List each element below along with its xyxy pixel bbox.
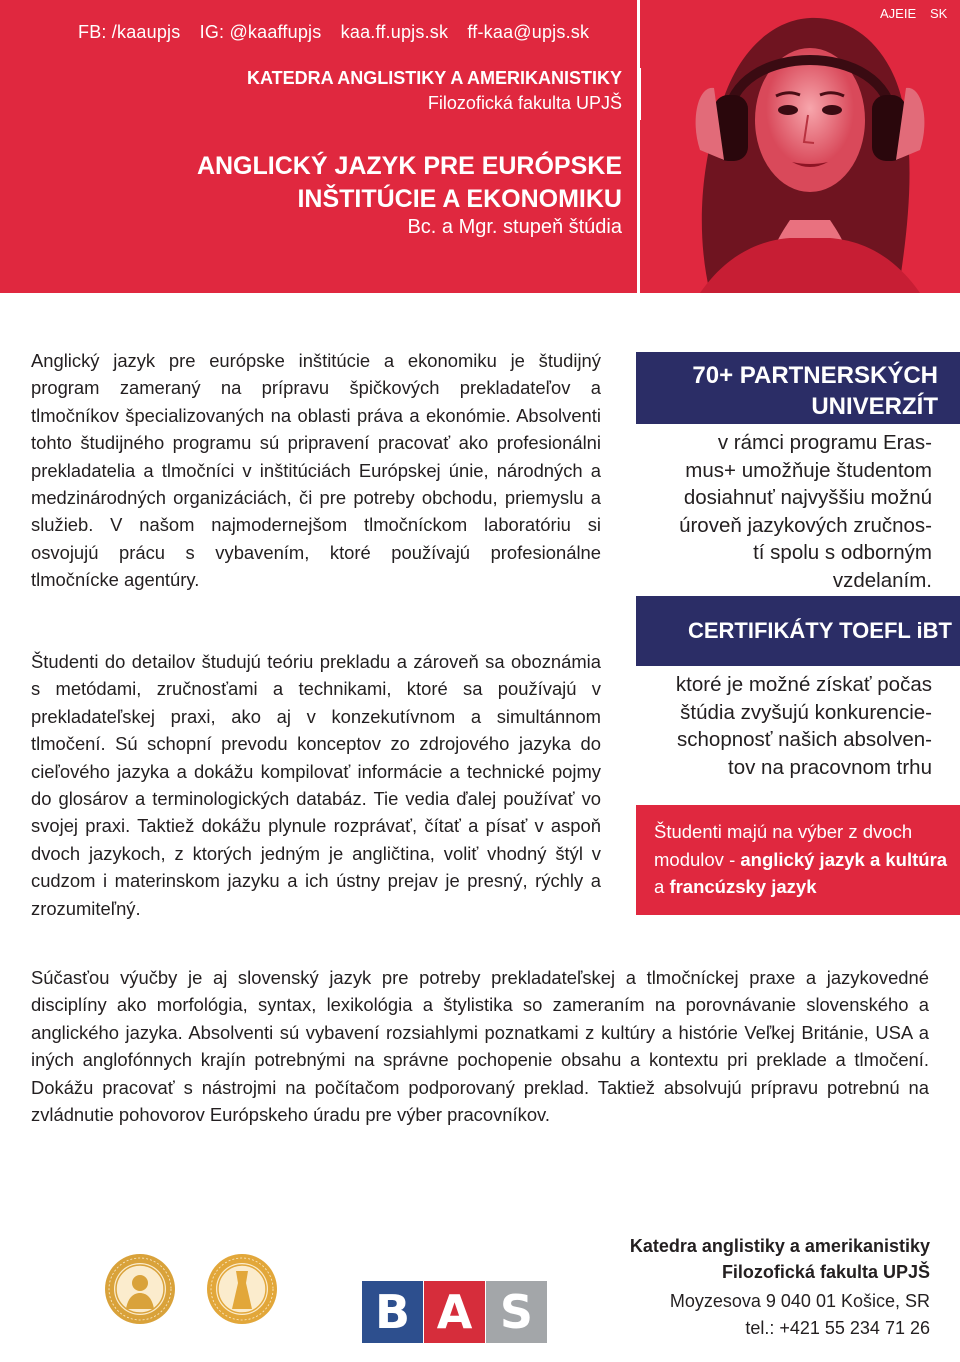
footer-faculty: Filozofická fakulta UPJŠ	[721, 1262, 930, 1282]
degree-subtitle: Bc. a Mgr. stupeň štúdia	[407, 216, 622, 238]
program-title-line2: INŠTITÚCIE A EKONOMIKU	[297, 185, 622, 213]
intro-paragraph: Anglický jazyk pre európske inštitúcie a ekonomiku je študijný program zameraný na prípravu špičkových prekladateľov a tlmočníkov špecializovaných na oblasti práva a ekonómie. Absolventi tohto študijného programu sú pripravení pracovať ako profesionálni prekladatelia a tlmočníci v inštitúciách Európskej únie, národných a medzinárodných organizáciách, či pre potreby obchodu, priemyslu a služieb. V našom najmodernejšom tlmočníckom laboratóriu si osvojujú prácu s vybavením, ktoré používajú profesionálne tlmočnícke agentúry.	[31, 350, 601, 591]
cert-text-line: tov na pracovnom trhu	[728, 755, 932, 779]
partners-text-line: v rámci programu Eras-	[717, 431, 932, 454]
partners-text-line: dosiahnuť najvyššiu možnú	[683, 486, 932, 509]
language-switch-sk[interactable]: SK	[930, 6, 948, 21]
cert-text-line: štúdia zvyšujú konkurencie-	[680, 700, 932, 724]
module-french: francúzsky jazyk	[669, 876, 817, 898]
instagram-link[interactable]: IG: @kaaffupjs	[199, 22, 322, 42]
department-title: KATEDRA ANGLISTIKY A AMERIKANISTIKY	[246, 68, 622, 88]
partners-heading-line2: UNIVERZÍT	[811, 393, 938, 420]
faculty-subtitle: Filozofická fakulta UPJŠ	[427, 93, 622, 113]
student-with-headphones-photo	[640, 0, 960, 293]
cert-text-line: schopnosť našich absolven-	[677, 728, 932, 751]
partners-text-line: tí spolu s odborným	[753, 541, 932, 564]
bas-logo-letter-b: B	[362, 1281, 423, 1343]
certificates-heading-box: CERTIFIKÁTY TOEFL iBT	[636, 596, 960, 666]
certificates-description	[676, 671, 932, 781]
footer-department: Katedra anglistiky a amerikanistiky	[629, 1236, 930, 1256]
modules-box	[636, 805, 960, 915]
bas-logo-letter-a: A	[424, 1281, 485, 1343]
program-title	[197, 150, 622, 216]
curriculum-paragraph: Súčasťou výučby je aj slovenský jazyk pre potreby prekladateľskej a tlmočníckej praxe a jazykovedné disciplíny ako morfológia, syntax, lexikológia a štylistika so zameraním na porovnávanie slovenského a anglického jazyka. Absolventi sú vybavení rozsiahlymi poznatkami z kultúry a histórie Veľkej Británie, USA a iných anglofónnych krajín potrebnými na správne pochopenie obsahu a kontextu pri preklade a tlmočení. Dokážu pracovať s nástrojmi na počítačom podporovaný preklad. Taktiež absolvujú prípravu potrebnú na zvládnutie pohovorov Európskeho úradu pre výber pracovníkov.	[31, 967, 929, 1126]
partners-heading-line1: 70+ PARTNERSKÝCH	[692, 362, 938, 389]
footer-address: Moyzesova 9 040 01 Košice, SR	[669, 1291, 930, 1311]
upjs-university-seal-logo	[104, 1253, 176, 1325]
partners-text-line: vzdelaním.	[832, 568, 932, 592]
bas-logo-letter-s: S	[486, 1281, 547, 1343]
header-divider	[637, 0, 640, 293]
language-code-ajeie[interactable]: AJEIE	[880, 6, 917, 21]
studies-paragraph: Študenti do detailov študujú teóriu prekladu a zároveň sa oboznámia s metódami, zručnosťami a technikami, ktoré sa používajú v prekladateľskej praxi, ako aj v konzekutívnom a simultánnom tlmočení. Sú schopní prevodu konceptov zo zdrojového jazyka do cieľového jazyka a dokážu kompilovať informácie a technické pojmy do glosárov a terminologických databáz. Tie vedia ďalej používať vo svojej praxi. Taktiež dokážu plynule rozprávať, čítať a písať v aspoň dvoch jazykoch, z ktorých jedným je angličtina, voliť vhodný štýl v cudzom i materinskom jazyku a ich ústny prejav je presný, rýchly a zrozumiteľný.	[31, 651, 601, 919]
partners-text-line: úroveň jazykových zručnos-	[679, 513, 932, 537]
header-banner	[0, 0, 960, 293]
footer-phone[interactable]: tel.: +421 55 234 71 26	[745, 1318, 930, 1338]
partners-text-line: mus+ umožňuje študentom	[685, 458, 932, 482]
modules-and-text: a	[654, 876, 670, 898]
facebook-link[interactable]: FB: /kaaupjs	[78, 22, 181, 42]
partners-heading-box	[636, 352, 960, 424]
bas-logo	[362, 1281, 548, 1343]
email-link[interactable]: ff-kaa@upjs.sk	[467, 22, 590, 42]
website-link[interactable]: kaa.ff.upjs.sk	[340, 22, 449, 42]
module-english-culture: anglický jazyk a kultúra	[740, 848, 948, 870]
modules-intro-text: Študenti majú na výber z dvoch modulov -	[654, 821, 913, 870]
contact-line	[78, 22, 603, 43]
faculty-seal-logo	[206, 1253, 278, 1325]
partners-description	[679, 429, 932, 594]
cert-text-line: ktoré je možné získať počas	[675, 673, 932, 696]
program-title-line1: ANGLICKÝ JAZYK PRE EURÓPSKE	[196, 152, 622, 180]
